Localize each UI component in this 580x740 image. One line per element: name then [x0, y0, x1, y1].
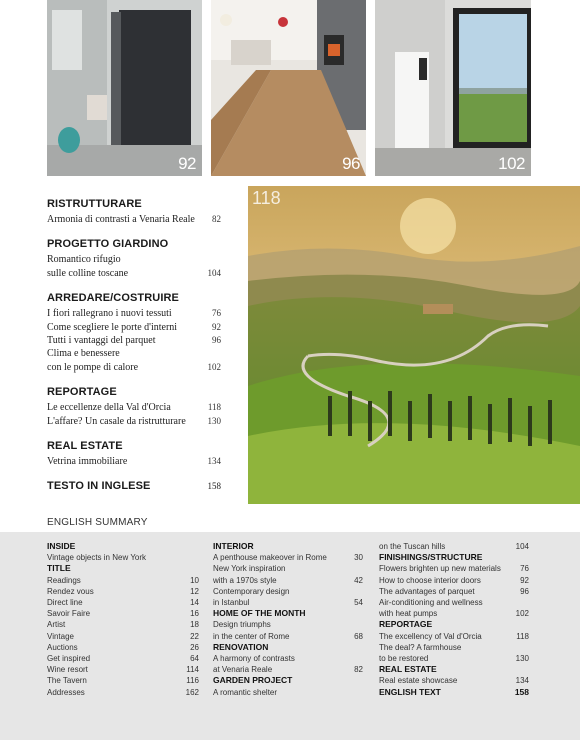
summary-heading: [213, 608, 363, 619]
toc-entry[interactable]: [47, 455, 221, 468]
summary-text: Design triumphs: [213, 620, 271, 630]
entry-text: Tutti i vantaggi del parquet: [47, 335, 156, 347]
summary-page: [359, 541, 363, 552]
summary-text: on the Tuscan hills: [379, 542, 446, 551]
summary-column-1: [47, 541, 199, 698]
heat-pump-photo-icon: [375, 0, 531, 176]
summary-text: Savoir Faire: [47, 609, 91, 619]
summary-page: 96: [520, 586, 529, 596]
toc-section-giardino: [47, 238, 221, 280]
summary-entry[interactable]: [379, 608, 529, 619]
entry-text: I fiori rallegrano i nuovi tessuti: [47, 308, 172, 320]
summary-text: The advantages of parquet: [379, 586, 475, 596]
interior-door-photo-icon: [47, 0, 202, 176]
summary-page: 76: [520, 564, 529, 574]
summary-text: Addresses: [47, 687, 85, 697]
parquet-floor-photo-icon: [211, 0, 366, 176]
summary-text: RENOVATION: [213, 641, 269, 652]
toc-entry[interactable]: [47, 415, 221, 428]
summary-page: 92: [520, 575, 529, 585]
summary-page: 16: [190, 609, 199, 619]
summary-text: INSIDE: [47, 541, 76, 551]
summary-entry[interactable]: [47, 619, 199, 630]
toc-section-inglese[interactable]: [47, 480, 221, 495]
summary-heading: [213, 675, 363, 686]
summary-text: REPORTAGE: [379, 619, 433, 630]
summary-text: The deal? A farmhouse: [379, 642, 462, 652]
toc-entry[interactable]: [47, 401, 221, 414]
summary-page: 82: [354, 665, 363, 675]
summary-text: REAL ESTATE: [379, 664, 437, 675]
summary-text: Get inspired: [47, 654, 91, 664]
summary-text: to be restored: [379, 654, 429, 664]
summary-page: [359, 619, 363, 630]
entry-page: 118: [207, 402, 221, 413]
summary-entry[interactable]: [379, 653, 529, 664]
summary-text: Auctions: [47, 642, 78, 652]
toc-entry[interactable]: [47, 213, 221, 226]
summary-text: Contemporary design: [213, 586, 290, 596]
summary-text: in the center of Rome: [213, 631, 290, 641]
summary-page: [359, 608, 363, 619]
summary-entry[interactable]: [47, 687, 199, 698]
summary-page: 18: [190, 620, 199, 630]
summary-text: TITLE: [47, 563, 71, 574]
summary-page: 134: [515, 676, 529, 686]
summary-heading: [379, 619, 529, 630]
summary-text: Vintage objects in New York: [47, 553, 147, 563]
summary-text: with a 1970s style: [213, 575, 277, 585]
summary-entry[interactable]: [47, 642, 199, 653]
summary-text: Flowers brighten up new materials: [379, 564, 501, 574]
summary-page: [359, 675, 363, 686]
entry-page: 130: [207, 415, 221, 426]
entry-text: L'affare? Un casale da ristrutturare: [47, 415, 186, 427]
summary-entry[interactable]: [379, 631, 529, 642]
summary-page: 130: [515, 654, 529, 664]
entry-page: 104: [207, 267, 221, 278]
summary-column-2: [213, 541, 363, 698]
summary-entry[interactable]: [47, 586, 199, 597]
summary-page: [195, 563, 199, 574]
summary-text: Vintage: [47, 631, 74, 641]
summary-entry[interactable]: [213, 575, 363, 586]
summary-text: ENGLISH TEXT: [379, 686, 441, 697]
entry-text: con le pompe di calore: [47, 361, 139, 373]
summary-entry[interactable]: [213, 631, 363, 642]
summary-page: [359, 653, 363, 664]
summary-page: [195, 541, 199, 552]
entry-page: 76: [212, 308, 221, 319]
section-title: REAL ESTATE: [47, 440, 123, 453]
summary-page: 158: [514, 686, 529, 697]
entry-page: 82: [212, 214, 221, 224]
summary-text: at Venaria Reale: [213, 665, 273, 675]
summary-entry[interactable]: [47, 552, 199, 563]
summary-heading: [379, 552, 529, 563]
photo-interior-door[interactable]: [47, 0, 202, 176]
summary-text: Artist: [47, 620, 66, 630]
summary-entry[interactable]: [213, 687, 363, 698]
summary-page: [359, 687, 363, 698]
summary-page: 26: [190, 642, 199, 652]
section-title: REPORTAGE: [47, 386, 117, 399]
summary-entry[interactable]: [47, 608, 199, 619]
toc-entry[interactable]: [47, 361, 221, 374]
summary-page: [525, 642, 529, 653]
entry-page: 134: [207, 456, 221, 467]
summary-page: 12: [190, 586, 199, 596]
summary-text: FINISHINGS/STRUCTURE: [379, 552, 483, 563]
summary-page: [525, 597, 529, 608]
entry-text: Vetrina immobiliare: [47, 456, 128, 468]
summary-entry[interactable]: [47, 653, 199, 664]
summary-entry[interactable]: [47, 631, 199, 642]
summary-text: Direct line: [47, 598, 83, 608]
summary-entry[interactable]: [213, 653, 363, 664]
summary-page: 30: [354, 553, 363, 563]
summary-text: A penthouse makeover in Rome: [213, 553, 327, 563]
summary-page: 118: [516, 631, 529, 641]
summary-page: 114: [186, 665, 199, 675]
entry-text: sulle colline toscane: [47, 267, 129, 279]
summary-entry[interactable]: [213, 552, 363, 563]
summary-text: INTERIOR: [213, 541, 254, 551]
summary-entry[interactable]: [379, 575, 529, 586]
toc-section-reportage: [47, 386, 221, 428]
summary-text: in Istanbul: [213, 598, 250, 608]
summary-page: 14: [190, 598, 199, 608]
summary-text: Wine resort: [47, 665, 88, 675]
entry-text: Armonia di contrasti a Venaria Reale: [47, 214, 195, 225]
summary-page: 54: [354, 598, 363, 608]
summary-entry[interactable]: [379, 597, 529, 608]
photo-page-number: 102: [498, 154, 525, 173]
summary-text: GARDEN PROJECT: [213, 675, 293, 686]
section-title: PROGETTO GIARDINO: [47, 238, 169, 251]
photo-page-number: 96: [342, 154, 360, 173]
summary-entry[interactable]: [47, 675, 199, 686]
summary-entry[interactable]: [213, 664, 363, 675]
summary-page: 42: [354, 575, 363, 585]
entry-text: Clima e benessere: [47, 348, 120, 360]
summary-text: Real estate showcase: [379, 676, 458, 686]
photo-page-number: 92: [178, 154, 196, 173]
entry-page: 96: [212, 335, 221, 346]
summary-text: Rendez vous: [47, 586, 94, 596]
table-of-contents: [47, 198, 221, 504]
summary-page: 22: [190, 631, 199, 641]
toc-entry[interactable]: [47, 347, 221, 360]
summary-text: Air-conditioning and wellness: [379, 598, 483, 608]
summary-entry[interactable]: [47, 664, 199, 675]
summary-page: [525, 552, 529, 563]
summary-entry[interactable]: [379, 541, 529, 552]
tuscan-landscape-photo-icon: [248, 186, 580, 504]
summary-text: A harmony of contrasts: [213, 654, 295, 664]
toc-entry[interactable]: [47, 267, 221, 280]
summary-entry[interactable]: [379, 675, 529, 686]
toc-section-arredare: [47, 292, 221, 374]
summary-entry[interactable]: [379, 586, 529, 597]
summary-heading: [379, 687, 529, 698]
section-title: RISTRUTTURARE: [47, 198, 142, 210]
photo-page-number: 118: [252, 188, 281, 208]
summary-entry[interactable]: [379, 642, 529, 653]
summary-entry[interactable]: [47, 597, 199, 608]
english-summary: [0, 532, 580, 740]
summary-heading: [47, 563, 199, 574]
summary-page: 162: [185, 687, 199, 697]
summary-entry[interactable]: [379, 563, 529, 574]
summary-text: New York inspiration: [213, 564, 286, 574]
summary-page: [525, 619, 529, 630]
toc-section-realestate: [47, 440, 221, 468]
summary-heading: [379, 664, 529, 675]
entry-page: 102: [207, 361, 221, 372]
entry-page: 158: [207, 481, 221, 492]
summary-page: [359, 642, 363, 653]
summary-text: The Tavern: [47, 676, 87, 686]
summary-page: 104: [515, 542, 529, 551]
summary-page: 68: [354, 631, 363, 641]
summary-page: 10: [190, 575, 199, 585]
toc-entry[interactable]: [47, 253, 221, 266]
entry-text: Come scegliere le porte d'interni: [47, 321, 178, 333]
summary-page: 102: [515, 609, 529, 619]
summary-page: [359, 586, 363, 597]
summary-column-3: [379, 541, 529, 698]
photo-parquet-floor[interactable]: [211, 0, 366, 176]
summary-text: How to choose interior doors: [379, 575, 481, 585]
toc-entry[interactable]: [47, 307, 221, 320]
summary-text: Readings: [47, 575, 81, 585]
entry-text: Le eccellenze della Val d'Orcia: [47, 402, 171, 414]
summary-heading: [213, 642, 363, 653]
summary-page: [525, 664, 529, 675]
summary-heading: [47, 541, 199, 552]
photo-val-dorcia-landscape[interactable]: [248, 186, 580, 504]
summary-entry[interactable]: [213, 563, 363, 574]
summary-entry[interactable]: [47, 575, 199, 586]
summary-entry[interactable]: [213, 619, 363, 630]
toc-section-ristrutturare: [47, 198, 221, 226]
summary-page: [359, 563, 363, 574]
summary-heading: [213, 541, 363, 552]
summary-page: [195, 552, 199, 563]
photo-heat-pump[interactable]: [375, 0, 531, 176]
summary-page: 64: [190, 654, 199, 664]
summary-entry[interactable]: [213, 597, 363, 608]
entry-page: 92: [212, 321, 221, 332]
entry-text: Romantico rifugio: [47, 254, 121, 266]
summary-page: 116: [186, 676, 199, 686]
summary-text: HOME OF THE MONTH: [213, 608, 306, 619]
english-summary-label: ENGLISH SUMMARY: [47, 517, 148, 528]
summary-text: with heat pumps: [379, 609, 438, 619]
summary-entry[interactable]: [213, 586, 363, 597]
section-title: ARREDARE/COSTRUIRE: [47, 292, 179, 305]
summary-text: The excellency of Val d'Orcia: [379, 631, 482, 641]
summary-text: A romantic shelter: [213, 687, 278, 697]
section-title: TESTO IN INGLESE: [47, 480, 151, 493]
toc-entry[interactable]: [47, 334, 221, 347]
toc-entry[interactable]: [47, 321, 221, 334]
